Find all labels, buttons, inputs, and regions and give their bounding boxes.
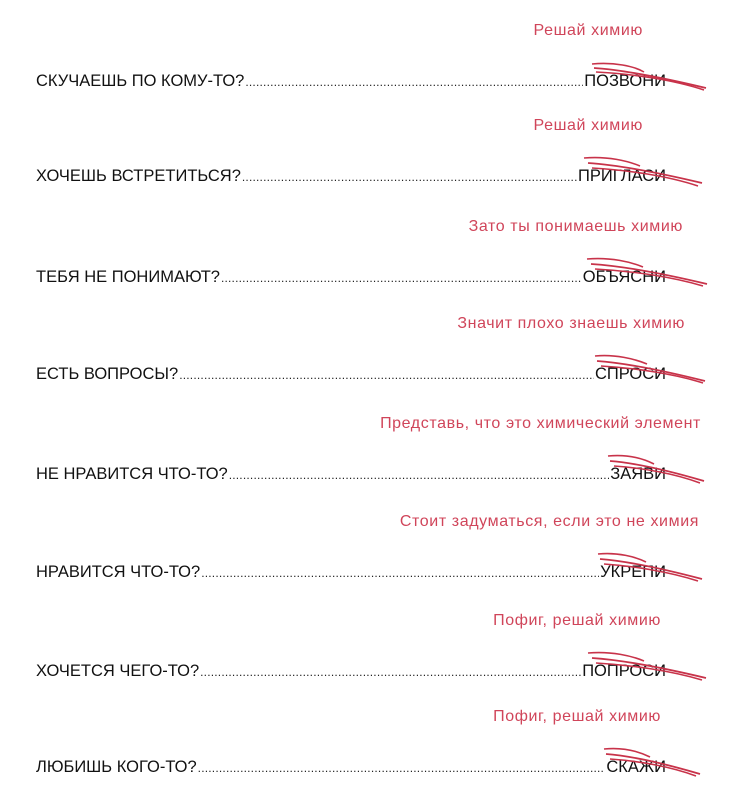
meme-row (0, 0, 731, 100)
question-line (36, 662, 666, 681)
dotted-leader (200, 665, 581, 679)
meme-row (0, 295, 731, 395)
meme-row (0, 393, 731, 493)
dotted-leader (201, 566, 599, 580)
answer-text: ОБЪЯСНИ (582, 268, 666, 286)
handwritten-annotation: Стоит задуматься, если это не химия (399, 513, 699, 530)
question-text: ЕСТЬ ВОПРОСЫ? (36, 365, 179, 383)
answer-text: СКАЖИ (606, 758, 666, 776)
question-line (36, 563, 666, 582)
answer-text: ЗАЯВИ (610, 465, 666, 483)
handwritten-annotation: Решай химию (533, 117, 643, 134)
crossed-out-answer (595, 365, 666, 384)
handwritten-annotation: Пофиг, решай химию (493, 708, 661, 725)
question-text: ЛЮБИШЬ КОГО-ТО? (36, 758, 197, 776)
meme-row (0, 196, 731, 296)
crossed-out-answer (606, 758, 666, 777)
answer-text: ПРИГЛАСИ (578, 167, 666, 185)
question-line (36, 72, 666, 91)
handwritten-annotation: Представь, что это химический элемент (380, 415, 701, 432)
answer-text: УКРЕПИ (600, 563, 666, 581)
crossed-out-answer (583, 268, 666, 287)
question-line (36, 365, 666, 384)
answer-text: СПРОСИ (594, 365, 666, 383)
crossed-out-answer (600, 563, 666, 582)
handwritten-annotation: Пофиг, решай химию (493, 612, 661, 629)
handwritten-annotation: Решай химию (533, 22, 643, 39)
dotted-leader (179, 368, 594, 382)
dotted-leader (245, 75, 583, 89)
meme-row (0, 491, 731, 591)
question-line (36, 268, 666, 287)
question-text: ТЕБЯ НЕ ПОНИМАЮТ? (36, 268, 220, 286)
question-text: НРАВИТСЯ ЧТО-ТО? (36, 563, 201, 581)
question-text: СКУЧАЕШЬ ПО КОМУ-ТО? (36, 72, 245, 90)
handwritten-annotation: Зато ты понимаешь химию (468, 218, 683, 235)
question-line (36, 167, 666, 186)
question-line (36, 758, 666, 777)
crossed-out-answer (578, 167, 666, 186)
answer-text: ПОПРОСИ (582, 662, 666, 680)
handwritten-annotation: Значит плохо знаешь химию (457, 315, 685, 332)
meme-row (0, 688, 731, 788)
dotted-leader (242, 170, 577, 184)
crossed-out-answer (582, 662, 666, 681)
dotted-leader (221, 271, 582, 285)
question-line (36, 465, 666, 484)
dotted-leader (229, 468, 610, 482)
answer-text: ПОЗВОНИ (584, 72, 666, 90)
dotted-leader (198, 761, 606, 775)
meme-row (0, 590, 731, 690)
crossed-out-answer (610, 465, 666, 484)
crossed-out-answer (584, 72, 666, 91)
question-text: НЕ НРАВИТСЯ ЧТО-ТО? (36, 465, 228, 483)
question-text: ХОЧЕШЬ ВСТРЕТИТЬСЯ? (36, 167, 241, 185)
meme-row (0, 97, 731, 197)
question-text: ХОЧЕТСЯ ЧЕГО-ТО? (36, 662, 200, 680)
